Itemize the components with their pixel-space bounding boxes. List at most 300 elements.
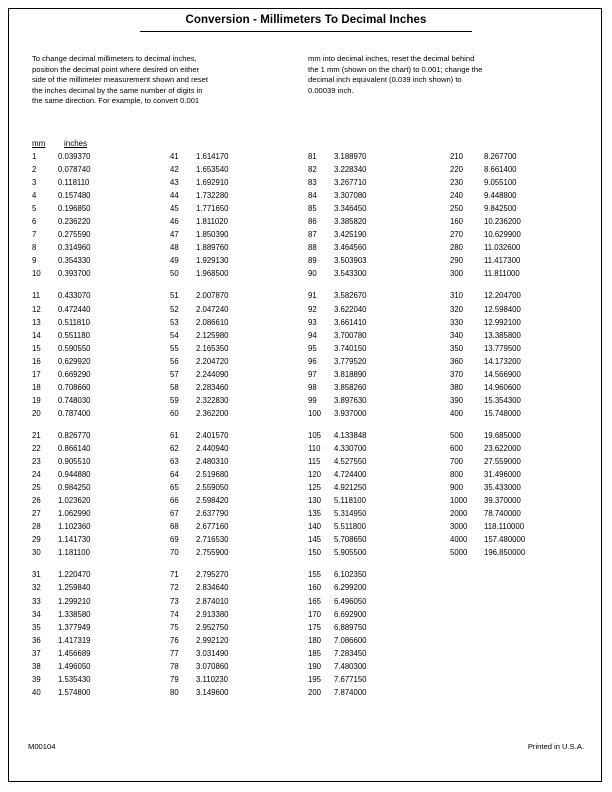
cell-inches: 1.692910 [196,178,229,188]
cell-mm: 14 [32,330,41,340]
table-row [170,189,229,202]
cell-inches: 1.653540 [196,165,229,175]
cell-inches: 2.598420 [196,496,229,506]
table-row [170,468,229,481]
table-group [308,289,367,419]
cell-inches: 31.496000 [484,470,521,480]
cell-mm: 370 [450,369,464,379]
cell-inches: 15.354300 [484,395,521,405]
cell-inches: 1.614170 [196,152,229,161]
cell-mm: 35 [32,622,41,632]
table-row [170,407,229,420]
cell-mm: 25 [32,483,41,493]
table-row [170,568,229,581]
table-row [170,228,229,241]
cell-inches: 196.850000 [484,548,526,558]
cell-mm: 5000 [450,548,468,558]
cell-mm: 7 [32,230,37,240]
table-row [170,163,229,176]
table-row [450,468,525,481]
table-row [450,215,525,228]
table-row [170,215,229,228]
cell-mm: 330 [450,317,464,327]
cell-inches: 3.070860 [196,661,229,671]
cell-inches: 0.590550 [58,343,91,353]
cell-inches: 7.677150 [334,674,367,684]
intro-paragraph-left [32,54,300,107]
cell-mm: 135 [308,509,322,519]
cell-inches: 2.322830 [196,395,229,405]
cell-inches: 7.480300 [334,661,367,671]
cell-mm: 900 [450,483,464,493]
cell-mm: 65 [170,483,179,493]
cell-mm: 43 [170,178,179,188]
cell-inches: 3.188970 [334,152,367,161]
cell-inches: 2.401570 [196,430,229,440]
cell-inches: 3.464560 [334,243,367,253]
cell-mm: 175 [308,622,322,632]
cell-inches: 4.133848 [334,430,367,440]
cell-mm: 31 [32,570,41,580]
cell-inches: 0.472440 [58,304,91,314]
table-row [170,355,229,368]
table-row [450,267,525,280]
table-row [32,455,91,468]
table-group [170,289,229,419]
table-row [308,254,367,267]
cell-inches: 2.007870 [196,291,229,301]
cell-mm: 96 [308,356,317,366]
cell-mm: 76 [170,635,179,645]
cell-mm: 70 [170,548,179,558]
cell-inches: 15.748000 [484,408,521,418]
table-group [450,289,525,419]
table-row [450,546,525,559]
cell-inches: 0.275590 [58,230,91,240]
cell-inches: 0.118110 [58,178,90,188]
cell-mm: 9 [32,256,37,266]
cell-mm: 105 [308,430,322,440]
cell-mm: 48 [170,243,179,253]
cell-mm: 73 [170,596,179,606]
cell-mm: 80 [170,687,179,697]
cell-mm: 12 [32,304,41,314]
table-row [308,163,367,176]
table-row [32,329,91,342]
cell-inches: 2.165350 [196,343,229,353]
table-row [308,368,367,381]
cell-inches: 1.338580 [58,609,91,619]
cell-inches: 3.425190 [334,230,367,240]
table-row [32,316,91,329]
cell-inches: 3.307080 [334,191,367,201]
cell-mm: 75 [170,622,179,632]
cell-mm: 170 [308,609,322,619]
cell-mm: 800 [450,470,464,480]
cell-inches: 8.267700 [484,152,517,161]
table-row [308,546,367,559]
cell-mm: 82 [308,165,317,175]
cell-mm: 78 [170,661,179,671]
footer-document-number: M00104 [28,742,56,751]
cell-inches: 4.724400 [334,470,367,480]
cell-mm: 46 [170,217,179,227]
cell-inches: 3.385820 [334,217,367,227]
cell-inches: 5.511800 [334,522,366,532]
cell-inches: 2.834640 [196,583,229,593]
table-row [32,595,91,608]
table-row [308,289,367,302]
cell-inches: 0.078740 [58,165,91,175]
cell-inches: 0.905510 [58,457,91,467]
table-row [32,608,91,621]
cell-inches: 2.795270 [196,570,229,580]
cell-mm: 2000 [450,509,468,519]
cell-inches: 1.496050 [58,661,91,671]
cell-mm: 190 [308,661,322,671]
table-row [450,176,525,189]
cell-inches: 0.354330 [58,256,91,266]
cell-mm: 1 [32,152,37,161]
cell-inches: 1.811020 [196,217,228,227]
cell-inches: 2.047240 [196,304,229,314]
cell-inches: 11.811000 [484,269,520,279]
intro-right-line: decimal inch equivalent (0.039 inch shown) to [308,75,462,85]
intro-right-line: 0.00039 inch. [308,85,354,95]
cell-mm: 85 [308,204,317,214]
table-row [450,455,525,468]
table-row [308,568,367,581]
cell-mm: 400 [450,408,464,418]
cell-mm: 360 [450,356,464,366]
table-row [32,355,91,368]
table-row [308,442,367,455]
table-row [308,342,367,355]
cell-mm: 88 [308,243,317,253]
cell-inches: 0.157480 [58,191,91,201]
table-row [308,494,367,507]
table-group [32,568,91,698]
table-column-b [170,150,229,708]
table-row [170,303,229,316]
cell-mm: 50 [170,269,179,279]
cell-mm: 33 [32,596,41,606]
cell-inches: 10.236200 [484,217,521,227]
cell-inches: 2.992120 [196,635,229,645]
table-row [450,533,525,546]
cell-inches: 2.559050 [196,483,229,493]
cell-inches: 1.259840 [58,583,91,593]
cell-mm: 53 [170,317,179,327]
cell-inches: 1.102360 [58,522,91,532]
cell-mm: 89 [308,256,317,266]
cell-inches: 3.779520 [334,356,367,366]
cell-mm: 220 [450,165,464,175]
table-row [308,176,367,189]
table-row [308,533,367,546]
cell-mm: 60 [170,408,179,418]
table-row [450,329,525,342]
table-row [450,442,525,455]
table-row [170,546,229,559]
cell-inches: 6.692900 [334,609,367,619]
cell-mm: 310 [450,291,464,301]
cell-inches: 1.732280 [196,191,229,201]
table-row [32,381,91,394]
cell-mm: 99 [308,395,317,405]
cell-mm: 20 [32,408,41,418]
cell-mm: 64 [170,470,179,480]
cell-mm: 270 [450,230,464,240]
table-row [32,507,91,520]
cell-inches: 5.314950 [334,509,367,519]
cell-inches: 0.433070 [58,291,91,301]
page-title: Conversion - Millimeters To Decimal Inches [185,14,427,26]
cell-inches: 3.543300 [334,269,367,279]
cell-mm: 77 [170,648,179,658]
cell-inches: 1.929130 [196,256,229,266]
table-row [170,481,229,494]
table-row [32,215,91,228]
intro-right-line: mm into decimal inches, reset the decimal behind [308,54,475,63]
table-row [308,394,367,407]
table-row [170,621,229,634]
table-row [32,621,91,634]
cell-inches: 9.448800 [484,191,517,201]
cell-mm: 27 [32,509,41,519]
cell-mm: 250 [450,204,464,214]
cell-mm: 44 [170,191,179,201]
cell-inches: 3.740150 [334,343,367,353]
cell-inches: 0.551180 [58,330,90,340]
table-row [170,507,229,520]
table-row [308,634,367,647]
cell-mm: 34 [32,609,41,619]
cell-inches: 3.858260 [334,382,367,392]
cell-mm: 125 [308,483,322,493]
cell-inches: 6.496050 [334,596,367,606]
cell-inches: 2.244090 [196,369,229,379]
table-row [32,163,91,176]
cell-inches: 0.393700 [58,269,91,279]
table-column-a [32,150,91,708]
intro-paragraph-right [308,54,576,96]
table-row [170,254,229,267]
table-group [308,568,367,698]
table-row [170,342,229,355]
cell-inches: 7.283450 [334,648,367,658]
table-row [170,289,229,302]
cell-inches: 19.685000 [484,430,521,440]
cell-mm: 38 [32,661,41,671]
cell-inches: 1.968500 [196,269,229,279]
cell-mm: 150 [308,548,322,558]
table-row [32,634,91,647]
cell-mm: 63 [170,457,179,467]
cell-inches: 1.535430 [58,674,91,684]
cell-mm: 120 [308,470,322,480]
table-row [450,342,525,355]
table-row [32,254,91,267]
table-row [32,533,91,546]
table-column-c [308,150,367,708]
cell-mm: 81 [308,152,317,161]
table-row [170,634,229,647]
table-row [32,647,91,660]
cell-mm: 290 [450,256,464,266]
table-group [32,289,91,419]
table-row [32,241,91,254]
cell-mm: 24 [32,470,41,480]
table-row [170,241,229,254]
cell-mm: 49 [170,256,179,266]
table-group [170,429,229,559]
cell-mm: 55 [170,343,179,353]
cell-mm: 300 [450,269,464,279]
cell-mm: 23 [32,457,41,467]
footer-print-location: Printed in U.S.A. [527,742,584,751]
table-row [32,673,91,686]
table-row [308,507,367,520]
table-group [170,568,229,698]
table-row [170,316,229,329]
table-row [32,481,91,494]
table-row [32,228,91,241]
table-row [32,394,91,407]
cell-mm: 3 [32,178,37,188]
table-row [170,150,229,163]
table-row [308,455,367,468]
cell-inches: 9.055100 [484,178,517,188]
cell-inches: 1.377949 [58,622,91,632]
table-group [32,429,91,559]
cell-inches: 0.039370 [58,152,91,161]
table-row [308,608,367,621]
cell-mm: 42 [170,165,179,175]
cell-inches: 13.779500 [484,343,521,353]
cell-mm: 130 [308,496,322,506]
cell-inches: 3.622040 [334,304,367,314]
cell-mm: 5 [32,204,37,214]
cell-inches: 12.598400 [484,304,521,314]
cell-mm: 100 [308,408,322,418]
cell-inches: 0.748030 [58,395,91,405]
table-row [308,581,367,594]
table-row [32,520,91,533]
cell-inches: 23.622000 [484,443,521,453]
table-row [308,686,367,699]
table-row [450,481,525,494]
cell-inches: 1.062990 [58,509,91,519]
table-row [308,429,367,442]
table-row [450,289,525,302]
table-row [170,595,229,608]
cell-mm: 59 [170,395,179,405]
cell-inches: 3.897630 [334,395,367,405]
cell-mm: 61 [170,430,179,440]
cell-inches: 2.874010 [196,596,229,606]
table-row [32,660,91,673]
cell-mm: 95 [308,343,317,353]
cell-inches: 1.417319 [58,635,91,645]
table-row [308,468,367,481]
cell-inches: 2.283460 [196,382,229,392]
table-row [450,241,525,254]
cell-inches: 3.031490 [196,648,229,658]
cell-inches: 4.330700 [334,443,367,453]
cell-inches: 0.314960 [58,243,91,253]
cell-inches: 3.661410 [334,317,367,327]
cell-inches: 11.417300 [484,256,521,266]
cell-mm: 700 [450,457,464,467]
cell-inches: 39.370000 [484,496,521,506]
cell-mm: 380 [450,382,464,392]
table-row [170,202,229,215]
table-row [170,647,229,660]
column-header-a [32,139,87,148]
table-row [170,581,229,594]
cell-mm: 32 [32,583,41,593]
table-row [308,647,367,660]
table-row [32,407,91,420]
cell-mm: 58 [170,382,179,392]
intro-left-line: the inches decimal by the same number of digits in [32,85,203,95]
table-group [308,429,367,559]
cell-inches: 7.086600 [334,635,367,645]
cell-inches: 9.842500 [484,204,517,214]
table-row [32,568,91,581]
table-row [170,686,229,699]
cell-mm: 52 [170,304,179,314]
table-row [308,303,367,316]
cell-inches: 2.086610 [196,317,229,327]
cell-inches: 2.716530 [196,535,229,545]
cell-inches: 0.708660 [58,382,91,392]
cell-inches: 1.299210 [58,596,91,606]
cell-inches: 1.574800 [58,687,91,697]
table-row [450,202,525,215]
title-underline [140,31,472,32]
table-row [308,329,367,342]
table-row [450,303,525,316]
cell-inches: 0.629920 [58,356,91,366]
cell-inches: 3.149600 [196,687,229,697]
table-column-d [450,150,525,568]
table-row [170,533,229,546]
table-row [170,329,229,342]
table-row [450,150,525,163]
table-row [308,189,367,202]
table-row [170,394,229,407]
table-row [308,481,367,494]
cell-inches: 0.236220 [58,217,91,227]
table-row [170,494,229,507]
header-inches: inches [64,139,88,148]
cell-mm: 41 [170,152,179,161]
table-row [450,163,525,176]
cell-mm: 86 [308,217,317,227]
cell-mm: 18 [32,382,41,392]
cell-inches: 11.032600 [484,243,521,253]
cell-mm: 68 [170,522,179,532]
table-row [32,494,91,507]
table-row [450,381,525,394]
table-row [450,494,525,507]
cell-mm: 17 [32,369,41,379]
intro-left-line: the same direction. For example, to convert 0.001 [32,96,200,106]
table-group [450,429,525,559]
cell-mm: 165 [308,596,322,606]
